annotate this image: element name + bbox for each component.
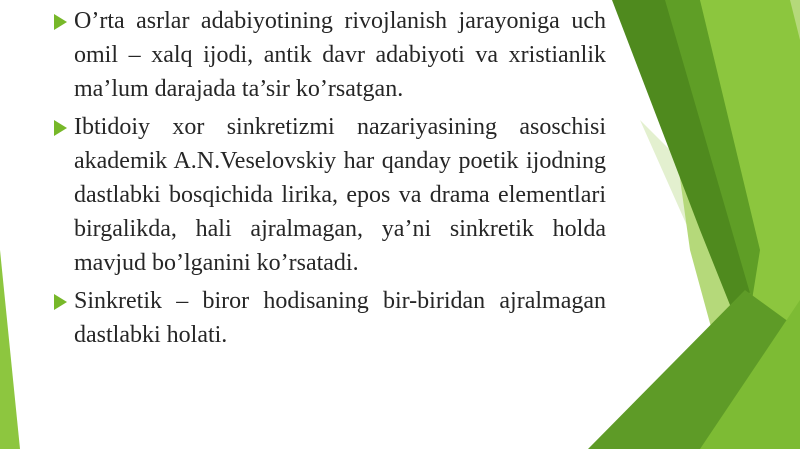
triangle-bullet-icon (54, 294, 67, 310)
bullet-text: O’rta asrlar adabiyotining rivojlanish jarayoniga uch omil – xalq ijodi, antik davr adabiyoti va xristianlik ma’lum darajada ta’sir ko’rsatgan. (74, 8, 606, 102)
left-edge-sliver (0, 250, 20, 449)
bullet-list (50, 4, 606, 356)
triangle-bullet-icon (54, 120, 67, 136)
bullet-text: Ibtidoiy xor sinkretizmi nazariyasining asoschisi akademik A.N.Veselovskiy har qanday poetik ijodning dastlabki bosqichida lirika, epos va drama elementlari birgalikda, hali ajralmagan, ya’ni sinkretik holda mavjud bo’lganini ko’rsatadi. (74, 114, 606, 276)
bullet-text: Sinkretik – biror hodisaning bir-biridan ajralmagan dastlabki holati. (74, 288, 606, 348)
bullet-item (50, 4, 606, 106)
triangle-bullet-icon (54, 14, 67, 30)
bullet-item (50, 284, 606, 352)
bullet-item (50, 110, 606, 280)
